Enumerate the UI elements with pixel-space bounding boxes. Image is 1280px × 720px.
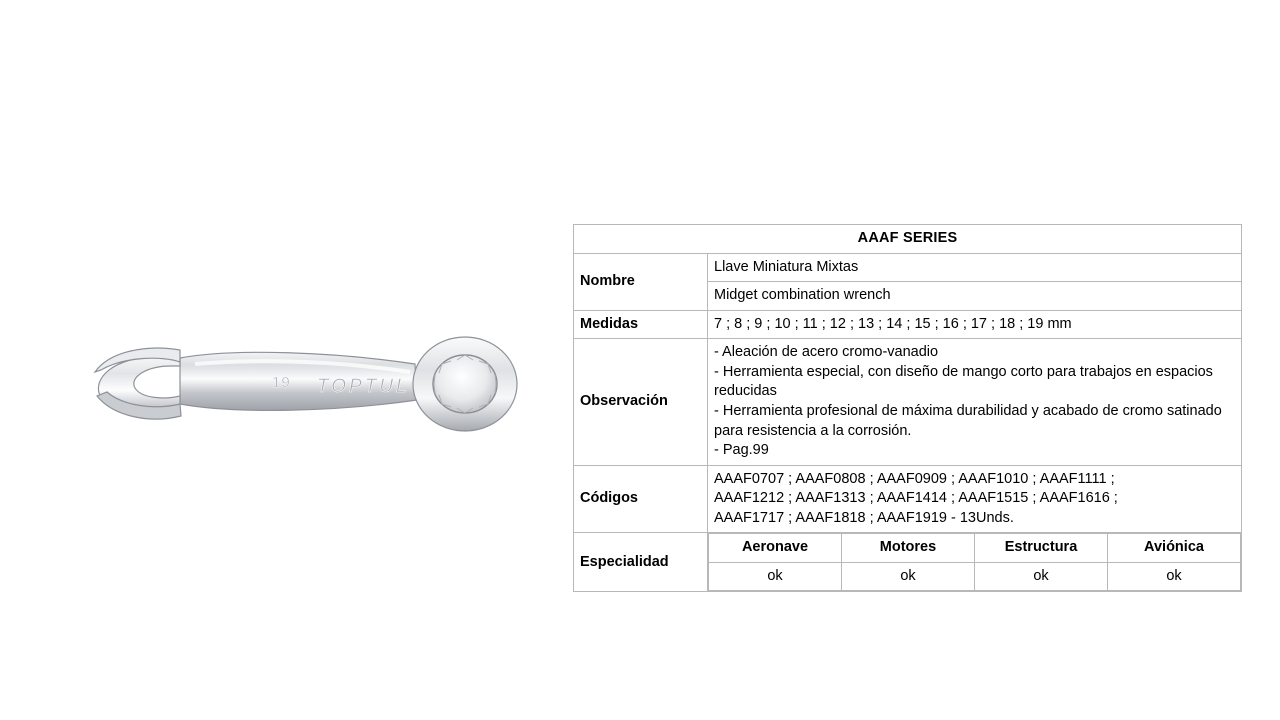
wrench-size-text: 19 xyxy=(272,374,291,391)
especialidad-matrix xyxy=(708,533,1242,592)
especialidad-header-row xyxy=(709,534,1241,563)
observacion-line: - Pag.99 xyxy=(714,442,769,459)
observacion-line: - Herramienta profesional de máxima durabilidad y acabado de cromo satinado para resistencia a la corrosión. xyxy=(714,402,1222,439)
observacion-line: - Herramienta especial, con diseño de mango corto para trabajos en espacios reducidas xyxy=(714,363,1213,400)
value-codigos xyxy=(708,465,1242,533)
especialidad-value: ok xyxy=(975,562,1108,591)
especialidad-table xyxy=(708,533,1241,591)
series-title: AAAF SERIES xyxy=(574,225,1242,254)
codigos-line: AAAF1212 ; AAAF1313 ; AAAF1414 ; AAAF1515 ; AAAF1616 ; xyxy=(714,490,1118,507)
codigos-line: AAAF0707 ; AAAF0808 ; AAAF0909 ; AAAF1010 ; AAAF1111 ; xyxy=(714,470,1115,487)
value-observacion xyxy=(708,339,1242,465)
especialidad-header: Aeronave xyxy=(709,534,842,563)
especialidad-header: Estructura xyxy=(975,534,1108,563)
specification-table xyxy=(573,224,1242,592)
label-nombre: Nombre xyxy=(574,253,708,310)
label-observacion: Observación xyxy=(574,339,708,465)
especialidad-value: ok xyxy=(1108,562,1241,591)
table-row-nombre-es xyxy=(574,253,1242,282)
value-medidas: 7 ; 8 ; 9 ; 10 ; 11 ; 12 ; 13 ; 14 ; 15 ; 16 ; 17 ; 18 ; 19 mm xyxy=(708,310,1242,339)
table-row-medidas xyxy=(574,310,1242,339)
label-especialidad: Especialidad xyxy=(574,533,708,592)
wrench-brand-text: TOPTUL xyxy=(317,376,410,397)
especialidad-value-row xyxy=(709,562,1241,591)
codigos-line: AAAF1717 ; AAAF1818 ; AAAF1919 - 13Unds. xyxy=(714,509,1014,526)
label-codigos: Códigos xyxy=(574,465,708,533)
wrench-svg xyxy=(85,300,525,460)
especialidad-value: ok xyxy=(709,562,842,591)
table-row-especialidad xyxy=(574,533,1242,592)
wrench-illustration xyxy=(85,300,525,460)
value-nombre-es: Llave Miniatura Mixtas xyxy=(708,253,1242,282)
observacion-line: - Aleación de acero cromo-vanadio xyxy=(714,344,939,361)
especialidad-header: Motores xyxy=(842,534,975,563)
table-row-observacion xyxy=(574,339,1242,465)
label-medidas: Medidas xyxy=(574,310,708,339)
especialidad-value: ok xyxy=(842,562,975,591)
value-nombre-en: Midget combination wrench xyxy=(708,282,1242,311)
table-row-title xyxy=(574,225,1242,254)
table-row-codigos xyxy=(574,465,1242,533)
especialidad-header: Aviónica xyxy=(1108,534,1241,563)
